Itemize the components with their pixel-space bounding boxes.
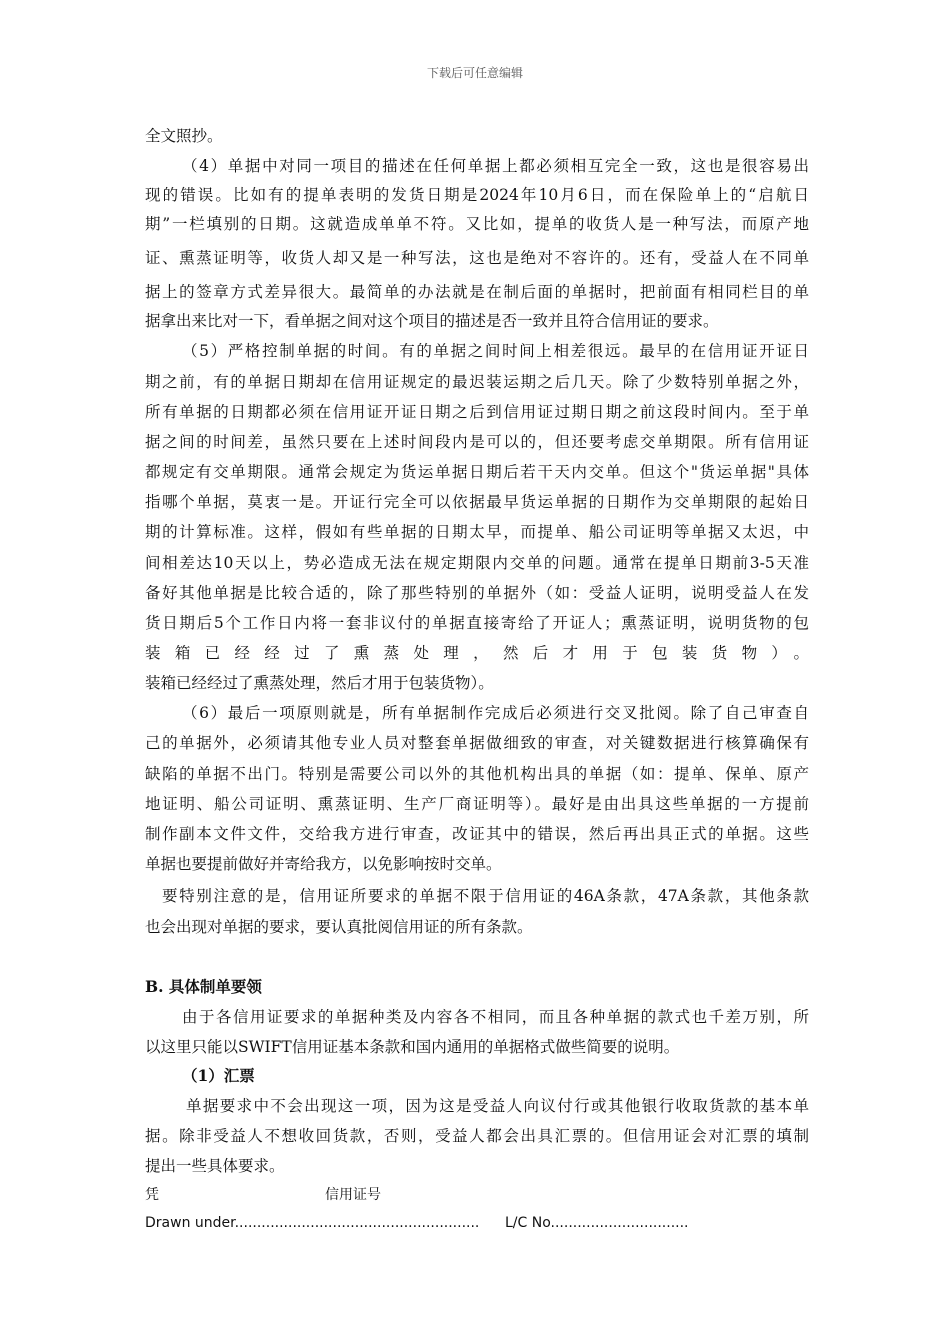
note-paragraph-start: 要特别注意的是，信用证所要求的单据不限于信用证的46A条款，47A条款，其他条款 xyxy=(162,887,809,905)
form-label-drawn: 凭 xyxy=(145,1187,159,1203)
page-header: 下载后可任意编辑 xyxy=(426,66,523,80)
subsection-heading: （1）汇票 xyxy=(182,1066,255,1085)
text-line: 所有单据的日期都必须在信用证开证日期之后到信用证过期日期之前这段时间内。至于单 xyxy=(145,403,809,421)
drawn-under-field: Drawn under....................................................... xyxy=(145,1215,480,1231)
text-line: 现的错误。比如有的提单表明的发货日期是2024年10月6日，而在保险单上的“启航日 xyxy=(145,186,809,204)
text-line: 货日期后5个工作日内将一套非议付的单据直接寄给了开证人；熏蒸证明，说明货物的包 xyxy=(145,614,809,632)
text-line: 据之间的时间差，虽然只要在上述时间段内是可以的，但还要考虑交单期限。所有信用证 xyxy=(145,433,809,451)
subsection-paragraph-start: 单据要求中不会出现这一项，因为这是受益人向议付行或其他银行收取货款的基本单 xyxy=(186,1097,809,1115)
text-line: 期之前，有的单据日期却在信用证规定的最迟装运期之后几天。除了少数特别单据之外， xyxy=(145,373,809,391)
text-line: 证、熏蒸证明等，收货人却又是一种写法，这也是绝对不容许的。还有，受益人在不同单 xyxy=(145,249,809,267)
form-label-lc: 信用证号 xyxy=(325,1187,381,1203)
form-line-drawn-under xyxy=(145,1213,809,1233)
text-line: 也会出现对单据的要求，要认真批阅信用证的所有条款。 xyxy=(145,918,533,936)
form-label-cn xyxy=(145,1185,809,1205)
text-line: 期的计算标准。这样，假如有些单据的日期太早，而提单、船公司证明等单据又太迟，中 xyxy=(145,523,809,541)
text-line: 提出一些具体要求。 xyxy=(145,1157,285,1175)
text-line: 全文照抄。 xyxy=(145,127,223,145)
text-line: 地证明、船公司证明、熏蒸证明、生产厂商证明等）。最好是由出具这些单据的一方提前 xyxy=(145,795,809,813)
text-line: 备好其他单据是比较合适的，除了那些特别的单据外（如：受益人证明，说明受益人在发 xyxy=(145,584,809,602)
text-line: 指哪个单据，莫衷一是。开证行完全可以依据最早货运单据的日期作为交单期限的起始日 xyxy=(145,493,809,511)
text-line: 间相差达10天以上，势必造成无法在规定期限内交单的问题。通常在提单日期前3-5天准 xyxy=(145,554,809,572)
text-line: 装箱已经经过了熏蒸处理，然后才用于包装货物）。 xyxy=(145,674,494,692)
text-line: 据上的签章方式差异很大。最简单的办法就是在制后面的单据时，把前面有相同栏目的单 xyxy=(145,283,809,301)
text-line: 制作副本文件文件，交给我方进行审查，改证其中的错误，然后再出具正式的单据。这些 xyxy=(145,825,809,843)
text-line: 装箱已经经过了熏蒸处理，然后才用于包装货物）。 xyxy=(145,644,809,662)
text-line: 期”一栏填别的日期。这就造成单单不符。又比如，提单的收货人是一种写法，而原产地 xyxy=(145,215,809,233)
text-line: 己的单据外，必须请其他专业人员对整套单据做细致的审查，对关键数据进行核算确保有 xyxy=(145,734,809,752)
text-line: 据拿出来比对一下，看单据之间对这个项目的描述是否一致并且符合信用证的要求。 xyxy=(145,312,719,330)
section-intro: 由于各信用证要求的单据种类及内容各不相同，而且各种单据的款式也千差万别，所 xyxy=(182,1008,809,1026)
lc-no-field: L/C No............................... xyxy=(505,1215,689,1231)
text-line: 以这里只能以SWIFT信用证基本条款和国内通用的单据格式做些简要的说明。 xyxy=(145,1038,680,1056)
text-line: 缺陷的单据不出门。特别是需要公司以外的其他机构出具的单据（如：提单、保单、原产 xyxy=(145,765,809,783)
paragraph-6-start: （6）最后一项原则就是，所有单据制作完成后必须进行交叉批阅。除了自己审查自 xyxy=(182,704,809,722)
section-heading: B. 具体制单要领 xyxy=(145,977,262,996)
text-line: 据。除非受益人不想收回货款，否则，受益人都会出具汇票的。但信用证会对汇票的填制 xyxy=(145,1127,809,1145)
text-line: 都规定有交单期限。通常会规定为货运单据日期后若干天内交单。但这个"货运单据"具体 xyxy=(145,463,809,481)
paragraph-5-start: （5）严格控制单据的时间。有的单据之间时间上相差很远。最早的在信用证开证日 xyxy=(182,342,809,360)
paragraph-4-start: （4）单据中对同一项目的描述在任何单据上都必须相互完全一致，这也是很容易出 xyxy=(182,157,809,175)
text-line: 单据也要提前做好并寄给我方，以免影响按时交单。 xyxy=(145,855,502,873)
